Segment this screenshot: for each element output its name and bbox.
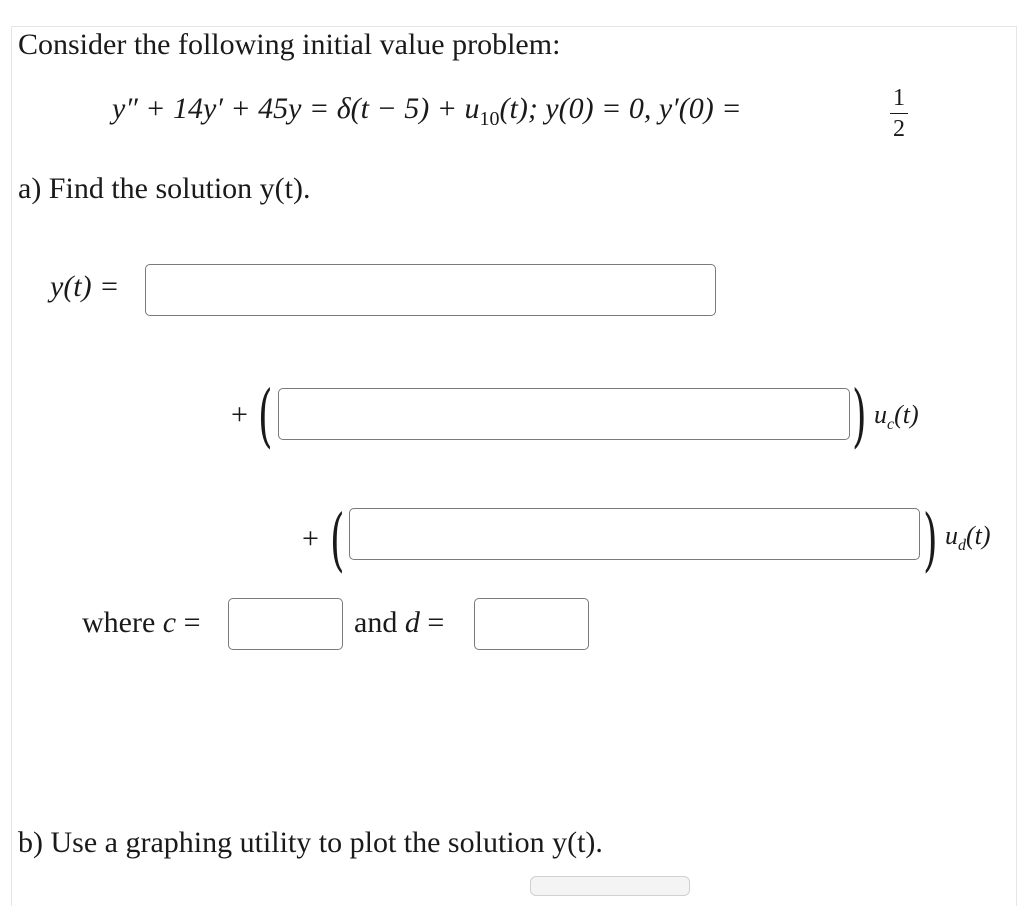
left-paren-uc: ( (257, 377, 273, 456)
question-panel (11, 26, 1017, 906)
d-value-input[interactable] (474, 598, 589, 650)
equation-u-subscript: 10 (479, 108, 500, 130)
ud-argument: (t) (966, 521, 991, 550)
equation-rhs: (t); y(0) = 0, y′(0) = (499, 92, 742, 125)
left-paren-ud: ( (329, 501, 345, 580)
d-variable: d (404, 606, 420, 639)
d-equals: = (419, 606, 445, 639)
ivp-equation (112, 92, 741, 131)
fraction-denominator: 2 (893, 116, 905, 142)
ud-coefficient-input[interactable] (349, 508, 920, 560)
uc-letter: u (874, 400, 887, 429)
intro-text: Consider the following initial value problem: (18, 28, 561, 61)
graph-tool-button[interactable] (530, 876, 690, 896)
right-paren-ud: ) (922, 501, 938, 580)
fraction-numerator: 1 (893, 85, 905, 111)
plus-sign-uc: + (231, 398, 248, 431)
uc-subscript: c (887, 416, 895, 434)
c-equals: = (176, 606, 201, 639)
c-value-input[interactable] (228, 598, 343, 650)
equation-lhs: y″ + 14y′ + 45y = δ(t − 5) + u (112, 92, 480, 125)
ud-step-function (945, 521, 991, 555)
fraction-bar (890, 113, 908, 114)
initial-derivative-fraction (890, 84, 908, 143)
where-c-label (82, 606, 201, 640)
right-paren-uc: ) (851, 377, 867, 456)
and-d-label (354, 606, 444, 640)
ud-letter: u (945, 521, 958, 550)
plus-sign-ud: + (302, 522, 319, 555)
uc-coefficient-input[interactable] (278, 388, 850, 440)
uc-step-function (874, 400, 919, 434)
c-variable: c (162, 606, 177, 639)
y-of-t-label: y(t) = (50, 270, 120, 303)
uc-argument: (t) (894, 400, 919, 429)
y-main-answer-input[interactable] (145, 264, 716, 316)
part-b-prompt: b) Use a graphing utility to plot the solution y(t). (18, 826, 603, 859)
and-word: and (354, 606, 405, 639)
ud-subscript: d (958, 537, 966, 555)
where-word: where (82, 606, 163, 639)
part-a-prompt: a) Find the solution y(t). (18, 172, 311, 205)
